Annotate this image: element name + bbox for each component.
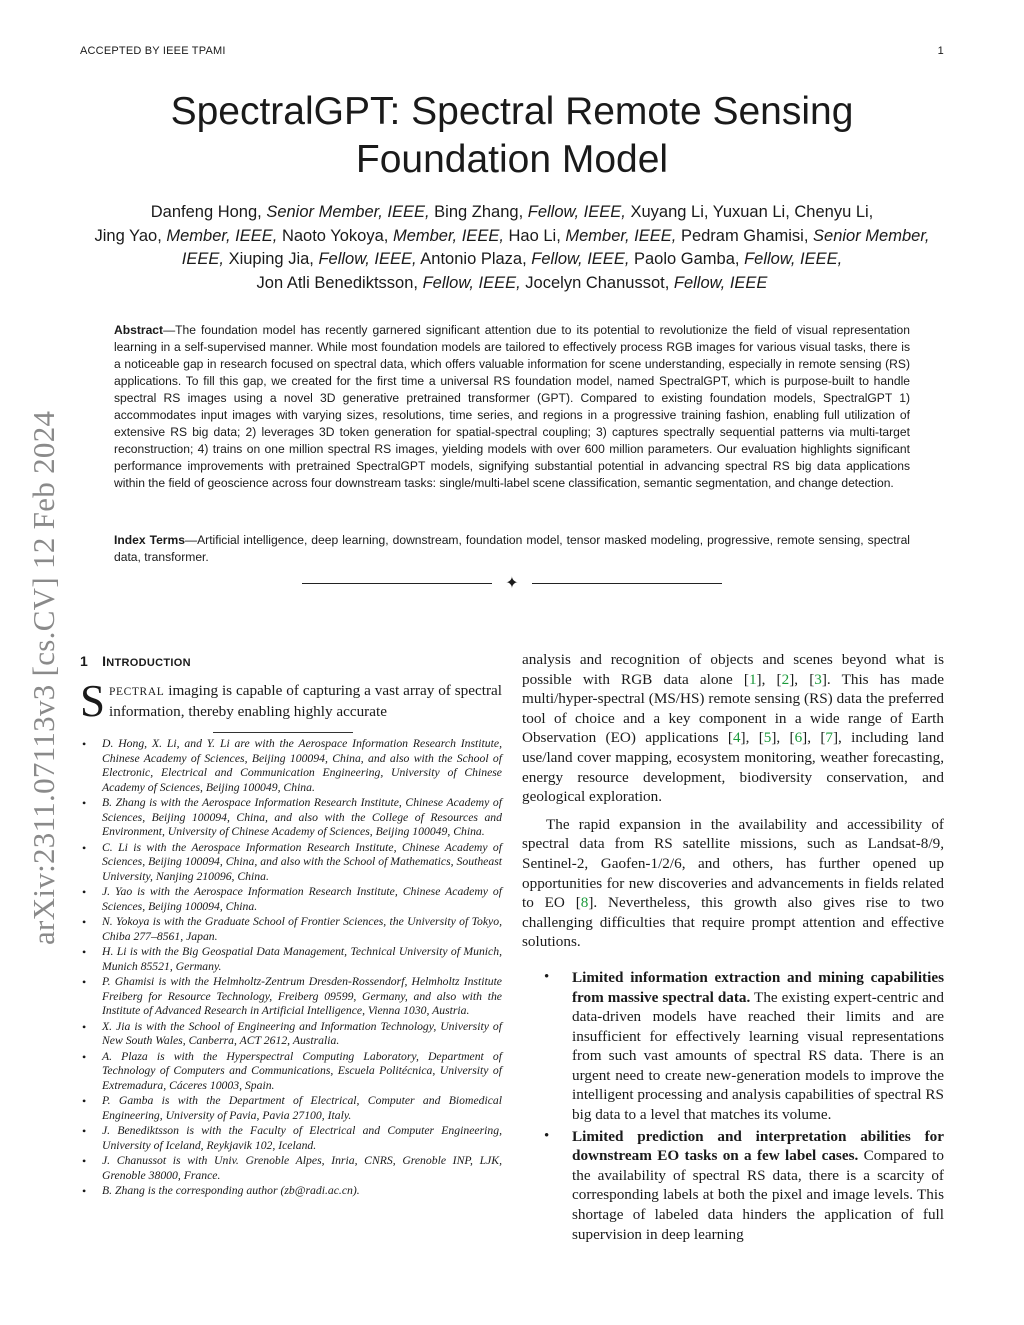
arxiv-stamp: arXiv:2311.07113v3 [cs.CV] 12 Feb 2024 bbox=[26, 410, 61, 945]
divider-line bbox=[532, 583, 722, 584]
footnote-item: • N. Yokoya is with the Graduate School of Frontier Sciences, the University of Tokyo, Chiba 277–8561, Japan. bbox=[80, 915, 502, 944]
footnote-item: • X. Jia is with the School of Engineering and Information Technology, University of New South Wales, Canberra, ACT 2612, Australia. bbox=[80, 1020, 502, 1049]
footnote-item: • A. Plaza is with the Hyperspectral Computing Laboratory, Department of Technology of Computers and Communications, Escuela Politécnica, University of Extremadura, Cáceres 10003, Spain. bbox=[80, 1050, 502, 1094]
citation-link[interactable]: 5 bbox=[763, 729, 772, 747]
footnote-item: • C. Li is with the Aerospace Information Research Institute, Chinese Academy of Sciences, Beijing 100094, China, and also with the School of Mathematics, Southeast University, Nanjing 210096, China. bbox=[80, 841, 502, 885]
body-paragraph bbox=[522, 815, 944, 952]
list-item-text: The existing expert-centric and data-driven models have reached their limits and are insufficient for effectively learning visual representations from such vast amounts of spectral RS data. There is an urgent need to create new-generation models to improve the intelligent processing and analysis capabilities of spectral RS big data to a level that matches its volume. bbox=[572, 988, 944, 1124]
author-membership: Member, IEEE, bbox=[392, 226, 504, 245]
author-name: Jocelyn Chanussot, bbox=[525, 273, 670, 292]
text-run: ]. Nevertheless, this growth also gives rise to two challenging difficulties that require prompt attention and effective solutions. bbox=[522, 894, 945, 951]
author-name: Xiuping Jia, bbox=[228, 250, 314, 268]
author-name: Pedram Ghamisi, bbox=[680, 226, 809, 245]
author-name: Paolo Gamba, bbox=[634, 250, 740, 268]
author-membership: Fellow, IEEE, bbox=[744, 250, 843, 268]
citation-link[interactable]: 7 bbox=[825, 729, 833, 747]
list-item bbox=[522, 968, 944, 1125]
author-name: Naoto Yokoya, bbox=[281, 226, 389, 245]
author-name: Antonio Plaza, bbox=[420, 250, 527, 268]
challenge-list bbox=[522, 968, 944, 1244]
footnote-item: • P. Ghamisi is with the Helmholtz-Zentrum Dresden-Rossendorf, Helmholtz Institute Freiberg for Resource Technology, Freiberg 09599, Germany, and also with the Institute of Advanced Research in Artificial Intelligence, Vienna 1030, Austria. bbox=[80, 975, 502, 1019]
affiliation-footnotes bbox=[80, 737, 502, 1199]
author-name: Jon Atli Benediktsson, bbox=[256, 273, 418, 292]
author-membership: Member, IEEE, bbox=[166, 226, 278, 245]
abstract-text: —The foundation model has recently garnered significant attention due to its potential to revolutionize the field of visual representation learning in a self-supervised manner. While most foundation models are tailored to effectively process RGB images for various visual tasks, there is a noticeable gap in research focused on spectral data, which offers valuable information for scene understanding, especially in remote sensing (RS) applications. To fill this gap, we created for the first time a universal RS foundation model, named SpectralGPT, which is purpose-built to handle spectral RS images using a novel 3D generative pretrained transformer (GPT). Compared to existing foundation models, SpectralGPT 1) accommodates input images with varying sizes, resolutions, time series, and regions in a progressive training fashion, enabling full utilization of extensive RS big data; 2) leverages 3D token generation for spatial-spectral coupling; 3) captures spectrally sequential patterns via multi-target reconstruction; 4) trains on one million spectral RS images, yielding models with over 600 million parameters. Our evaluation highlights significant performance improvements with pretrained SpectralGPT models, signifying substantial potential in advancing spectral RS big data applications within the field of geoscience across four downstream tasks: single/multi-label scene classification, semantic segmentation, and change detection. bbox=[114, 323, 910, 490]
intro-text: imaging is capable of capturing a vast array of spectral information, thereby enabling highly accurate bbox=[109, 682, 502, 720]
citation-link[interactable]: 4 bbox=[732, 729, 741, 747]
author-name: Bing Zhang, bbox=[434, 203, 524, 221]
journal-header: ACCEPTED BY IEEE TPAMI bbox=[80, 45, 226, 57]
section-title-rest: NTRODUCTION bbox=[106, 657, 191, 669]
list-item bbox=[522, 1127, 944, 1245]
section-number: 1 bbox=[80, 653, 89, 669]
author-membership: Senior Member, IEEE, bbox=[181, 226, 930, 268]
citation-link[interactable]: 1 bbox=[748, 670, 757, 688]
footnote-item: • D. Hong, X. Li, and Y. Li are with the Aerospace Information Research Institute, Chinese Academy of Sciences, Beijing 100094, China, and also with the School of Electronic, Electrical and Communication Engineering, University of Chinese Academy of Sciences, Beijing 100049, China. bbox=[80, 737, 502, 795]
author-membership: Fellow, IEEE, bbox=[531, 250, 630, 268]
author-membership: Fellow, IEEE, bbox=[527, 203, 626, 221]
abstract bbox=[114, 322, 910, 492]
abstract-label: Abstract bbox=[114, 323, 164, 337]
left-column bbox=[80, 650, 502, 1200]
footnote-item: • B. Zhang is the corresponding author (zb@radi.ac.cn). bbox=[80, 1184, 502, 1199]
footnote-item: • H. Li is with the Big Geospatial Data Management, Technical University of Munich, Munich 85521, Germany. bbox=[80, 945, 502, 974]
running-head bbox=[80, 45, 944, 57]
citation-link[interactable]: 2 bbox=[781, 670, 790, 688]
author-name: Danfeng Hong, bbox=[150, 203, 262, 221]
author-list bbox=[80, 201, 944, 295]
footnote-item: • B. Zhang is with the Aerospace Information Research Institute, Chinese Academy of Sciences, Beijing 100094, China, and also with the College of Resources and Environment, University of Chinese Academy of Sciences, Beijing 100049, China. bbox=[80, 796, 502, 840]
index-terms-label: Index Terms bbox=[114, 533, 185, 547]
section-title-initial: I bbox=[102, 653, 107, 669]
page-number: 1 bbox=[937, 45, 944, 57]
index-terms-text: —Artificial intelligence, deep learning, downstream, foundation model, tensor masked modeling, progressive, remote sensing, spectral data, transformer. bbox=[114, 533, 910, 564]
list-item-lead: Limited information extraction and mining capabilities from massive spectral data. bbox=[572, 968, 944, 1006]
footnote-item: • J. Benediktsson is with the Faculty of Electrical and Computer Engineering, University of Iceland, Reykjavik 102, Iceland. bbox=[80, 1124, 502, 1153]
index-terms bbox=[114, 532, 910, 566]
section-divider bbox=[302, 574, 722, 592]
author-membership: Fellow, IEEE, bbox=[422, 273, 521, 292]
footnote-item: • J. Yao is with the Aerospace Information Research Institute, Chinese Academy of Sciences, Beijing 100094, China. bbox=[80, 885, 502, 914]
footnote-rule bbox=[213, 732, 353, 733]
author-name: Jing Yao, bbox=[94, 226, 162, 245]
author-name: Hao Li, bbox=[508, 226, 561, 245]
list-item-lead: Limited prediction and interpretation abilities for downstream EO tasks on a few label cases. bbox=[572, 1127, 944, 1165]
footnote-item: • P. Gamba is with the Department of Electrical, Computer and Biomedical Engineering, University of Pavia, Pavia 27100, Italy. bbox=[80, 1094, 502, 1123]
footnote-item: • J. Chanussot is with Univ. Grenoble Alpes, Inria, CNRS, Grenoble INP, LJK, Grenoble 38000, France. bbox=[80, 1154, 502, 1183]
section-heading bbox=[80, 650, 502, 672]
paper-title: SpectralGPT: Spectral Remote Sensing Foundation Model bbox=[170, 90, 854, 181]
text-run: ], [ bbox=[802, 729, 826, 747]
text-run: ], [ bbox=[740, 729, 764, 747]
author-membership: Fellow, IEEE, bbox=[318, 250, 417, 268]
list-item-text: Compared to the availability of spectral RS data, there is a scarcity of corresponding labels at both the pixel and image levels. This shortage of labeled data hinders the application of full supervision in deep learning bbox=[572, 1147, 944, 1243]
citation-link[interactable]: 8 bbox=[580, 894, 589, 912]
text-run: ], [ bbox=[771, 729, 795, 747]
citation-link[interactable]: 6 bbox=[794, 729, 803, 747]
text-run: ], [ bbox=[789, 670, 815, 688]
intro-paragraph bbox=[80, 676, 502, 726]
intro-smallcaps: PECTRAL bbox=[109, 686, 165, 698]
author-membership: Senior Member, IEEE, bbox=[266, 203, 430, 221]
divider-star-icon: ✦ bbox=[505, 573, 519, 592]
drop-cap: S bbox=[80, 676, 106, 726]
author-name: Xuyang Li, Yuxuan Li, Chenyu Li, bbox=[630, 203, 874, 221]
text-run: analysis and recognition of objects and scenes beyond what is possible with RGB data alone [ bbox=[522, 651, 944, 688]
text-run: ], [ bbox=[756, 670, 782, 688]
text-run: ]. This has made multi/hyper-spectral (MS/HS) remote sensing (RS) data the preferred tool of choice and a key component in a wide range of Earth Observation (EO) applications [ bbox=[522, 670, 944, 747]
author-membership: Member, IEEE, bbox=[565, 226, 677, 245]
text-run: ], including land use/land cover mapping, ecosystem monitoring, weather forecasting, energy resource development, biodiversity conservation, and geological exploration. bbox=[522, 729, 944, 806]
author-membership: Fellow, IEEE bbox=[673, 273, 768, 292]
text-run: The rapid expansion in the availability and accessibility of spectral data from RS satellite missions, such as Landsat-8/9, Sentinel-2, Gaofen-1/2/6, and others, has further opened up opportunities for new discoveries and advancements in fields related to EO [ bbox=[522, 815, 944, 912]
citation-link[interactable]: 3 bbox=[814, 670, 822, 688]
right-column bbox=[522, 650, 944, 1246]
divider-line bbox=[302, 583, 492, 584]
body-paragraph bbox=[522, 650, 944, 807]
